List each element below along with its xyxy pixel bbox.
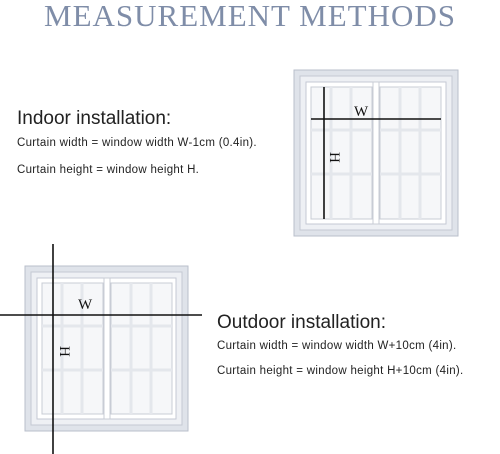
indoor-h-label: H: [326, 152, 342, 163]
outdoor-window-illustration: [0, 244, 210, 454]
outdoor-width-formula: Curtain width = window width W+10cm (4in).: [217, 340, 457, 352]
indoor-w-label: W: [354, 104, 369, 120]
indoor-height-formula: Curtain height = window height H.: [17, 164, 200, 176]
page-title: MEASUREMENT METHODS: [44, 0, 456, 33]
outdoor-w-label: W: [78, 297, 93, 313]
outdoor-height-formula: Curtain height = window height H+10cm (4in).: [217, 365, 464, 377]
indoor-heading: Indoor installation:: [17, 108, 172, 129]
outdoor-heading: Outdoor installation:: [217, 312, 386, 333]
indoor-window-illustration: [294, 70, 458, 236]
outdoor-h-label: H: [56, 346, 72, 357]
indoor-width-formula: Curtain width = window width W-1cm (0.4in).: [17, 137, 257, 149]
